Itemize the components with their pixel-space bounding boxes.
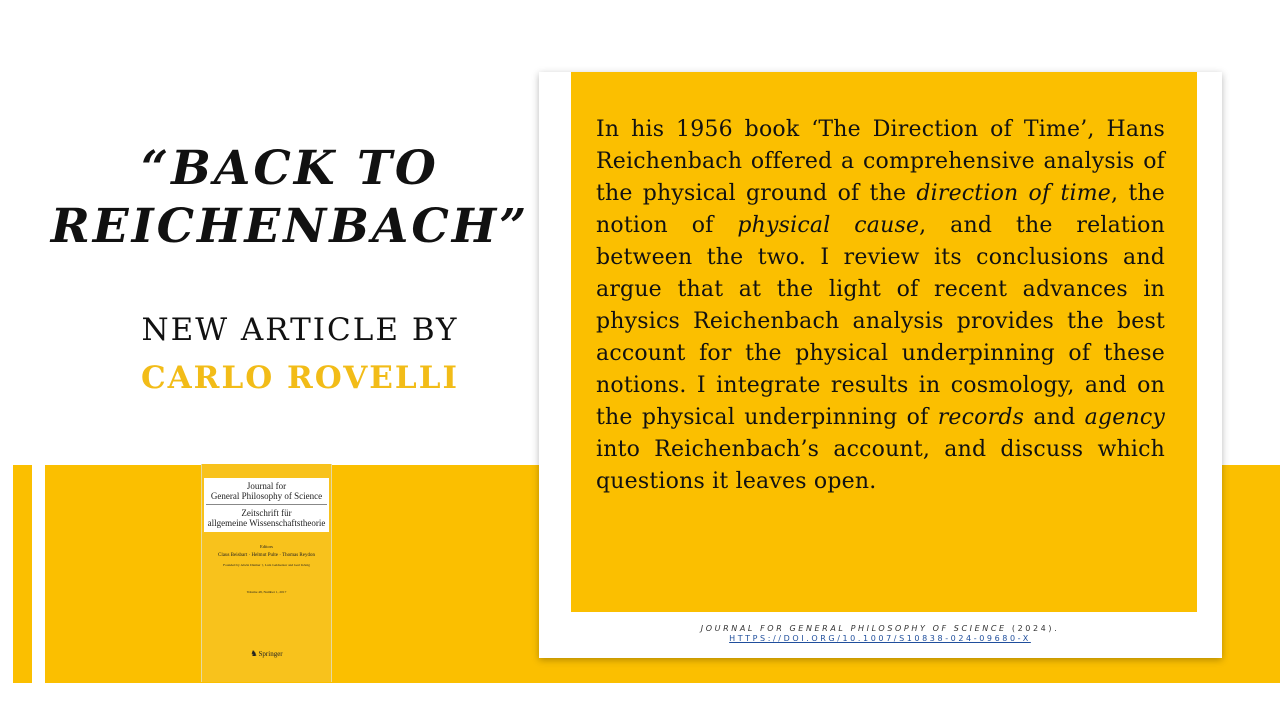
citation-year: (2024).: [1006, 624, 1060, 633]
cover-publisher-name: Springer: [258, 650, 283, 658]
abstract-emphasis: records: [937, 405, 1025, 430]
abstract-segment: , and the relation between the two. I review its conclusions and argue that at the light of recent advances in physics Reichenbach analysis provides the best account for the physical underpinning of these notions. I integrate results in cosmology, and on the physical underpinning of: [596, 213, 1165, 430]
citation-journal: JOURNAL FOR GENERAL PHILOSOPHY OF SCIENCE: [700, 624, 1007, 633]
page-title: “BACK TO REICHENBACH”: [50, 141, 530, 254]
cover-title-block: [204, 478, 329, 532]
abstract-panel: [571, 72, 1197, 612]
cover-journal-en-line2: General Philosophy of Science: [210, 491, 323, 501]
cover-journal-en-line1: Journal for: [246, 481, 287, 491]
author-name: CARLO ROVELLI: [140, 360, 460, 396]
subtitle: NEW ARTICLE BY: [141, 312, 459, 348]
abstract-segment: and: [1024, 405, 1085, 430]
cover-journal-de-line1: Zeitschrift für: [241, 508, 292, 518]
cover-publisher: [202, 649, 331, 658]
cover-editors: Claus Beisbart · Helmut Pulte · Thomas Reydon: [218, 553, 315, 558]
abstract-segment: into Reichenbach’s account, and discuss which questions it leaves open.: [596, 437, 1165, 494]
abstract-segment: , the notion of: [596, 181, 1165, 238]
cover-volume: Volume 48, Number 1, 2017: [246, 590, 287, 594]
journal-cover-image: [201, 464, 332, 682]
abstract-text: [596, 114, 1165, 498]
springer-horse-icon: ♞: [250, 649, 258, 658]
abstract-emphasis: direction of time: [916, 181, 1112, 206]
cover-founded: Founded by Alwin Diemer †, Lutz Geldsetzer and Gert König: [223, 563, 310, 567]
abstract-segment: In his 1956 book ‘The Direction of Time’, Hans Reichenbach offered a comprehensive analysis of the physical ground of the: [596, 117, 1165, 206]
doi-link[interactable]: HTTPS://DOI.ORG/10.1007/S10838-024-09680-X: [729, 634, 1031, 643]
abstract-emphasis: physical cause: [737, 213, 920, 238]
citation: [560, 624, 1200, 644]
abstract-emphasis: agency: [1084, 405, 1165, 430]
cover-journal-de-line2: allgemeine Wissenschaftstheorie: [207, 518, 326, 528]
cover-divider: [206, 504, 327, 505]
cover-editors-label: Editors: [260, 544, 273, 549]
accent-band-left-strip: [13, 465, 32, 683]
